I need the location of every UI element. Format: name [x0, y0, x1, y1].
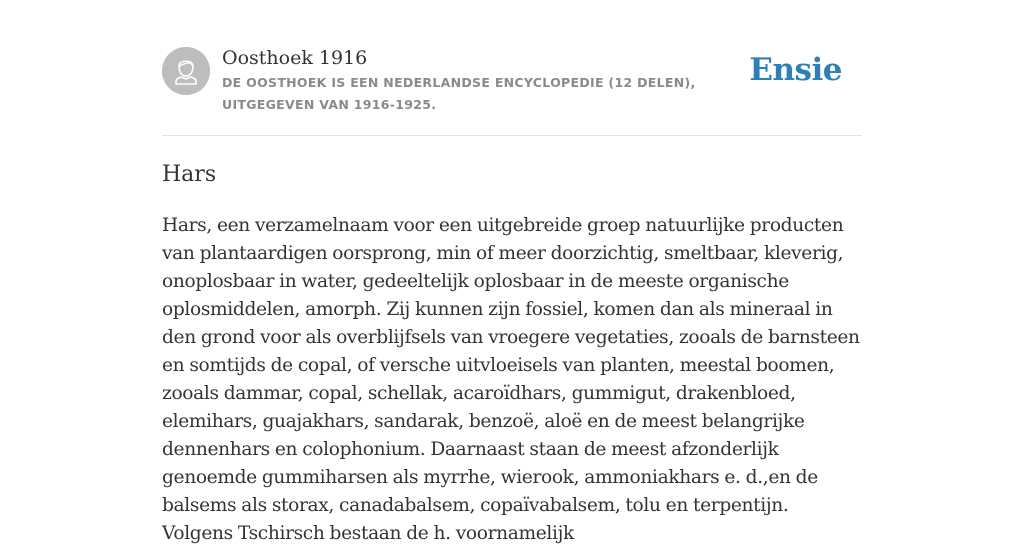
avatar[interactable] [162, 47, 210, 95]
entry-title: Hars [162, 162, 217, 187]
source-header [162, 0, 862, 136]
source-title[interactable]: Oosthoek 1916 [222, 47, 368, 69]
user-silhouette-icon [162, 47, 210, 95]
brand-logo[interactable]: Ensie [749, 52, 842, 88]
source-description: DE OOSTHOEK IS EEN NEDERLANDSE ENCYCLOPEDIE (12 DELEN), UITGEGEVEN VAN 1916-1925. [222, 75, 696, 112]
entry-body: Hars, een verzamelnaam voor een uitgebreide groep natuurlijke producten van plantaardigen oorsprong, min of meer doorzichtig, smeltbaar, kleverig, onoplosbaar in water, gedeeltelijk oplosbaar in de meeste organische oplosmiddelen, amorph. Zij kunnen zijn fossiel, komen dan als mineraal in den grond voor als overblijfsels van vroegere vegetaties, zooals de barnsteen en somtijds de copal, of versche uitvloeisels van planten, meestal boomen, zooals dammar, copal, schellak, acaroïdhars, gummigut, drakenbloed, elemihars, guajakhars, sandarak, benzoë, aloë en de meest belangrijke dennenhars en colophonium. Daarnaast staan de meest afzonderlijk genoemde gummiharsen als myrrhe, wierook, ammoniakhars e. d.,en de balsems als storax, canadabalsem, copaïvabalsem, tolu en terpentijn. Volgens Tschirsch bestaan de h. voornamelijk [162, 215, 860, 544]
page-container [162, 0, 862, 544]
